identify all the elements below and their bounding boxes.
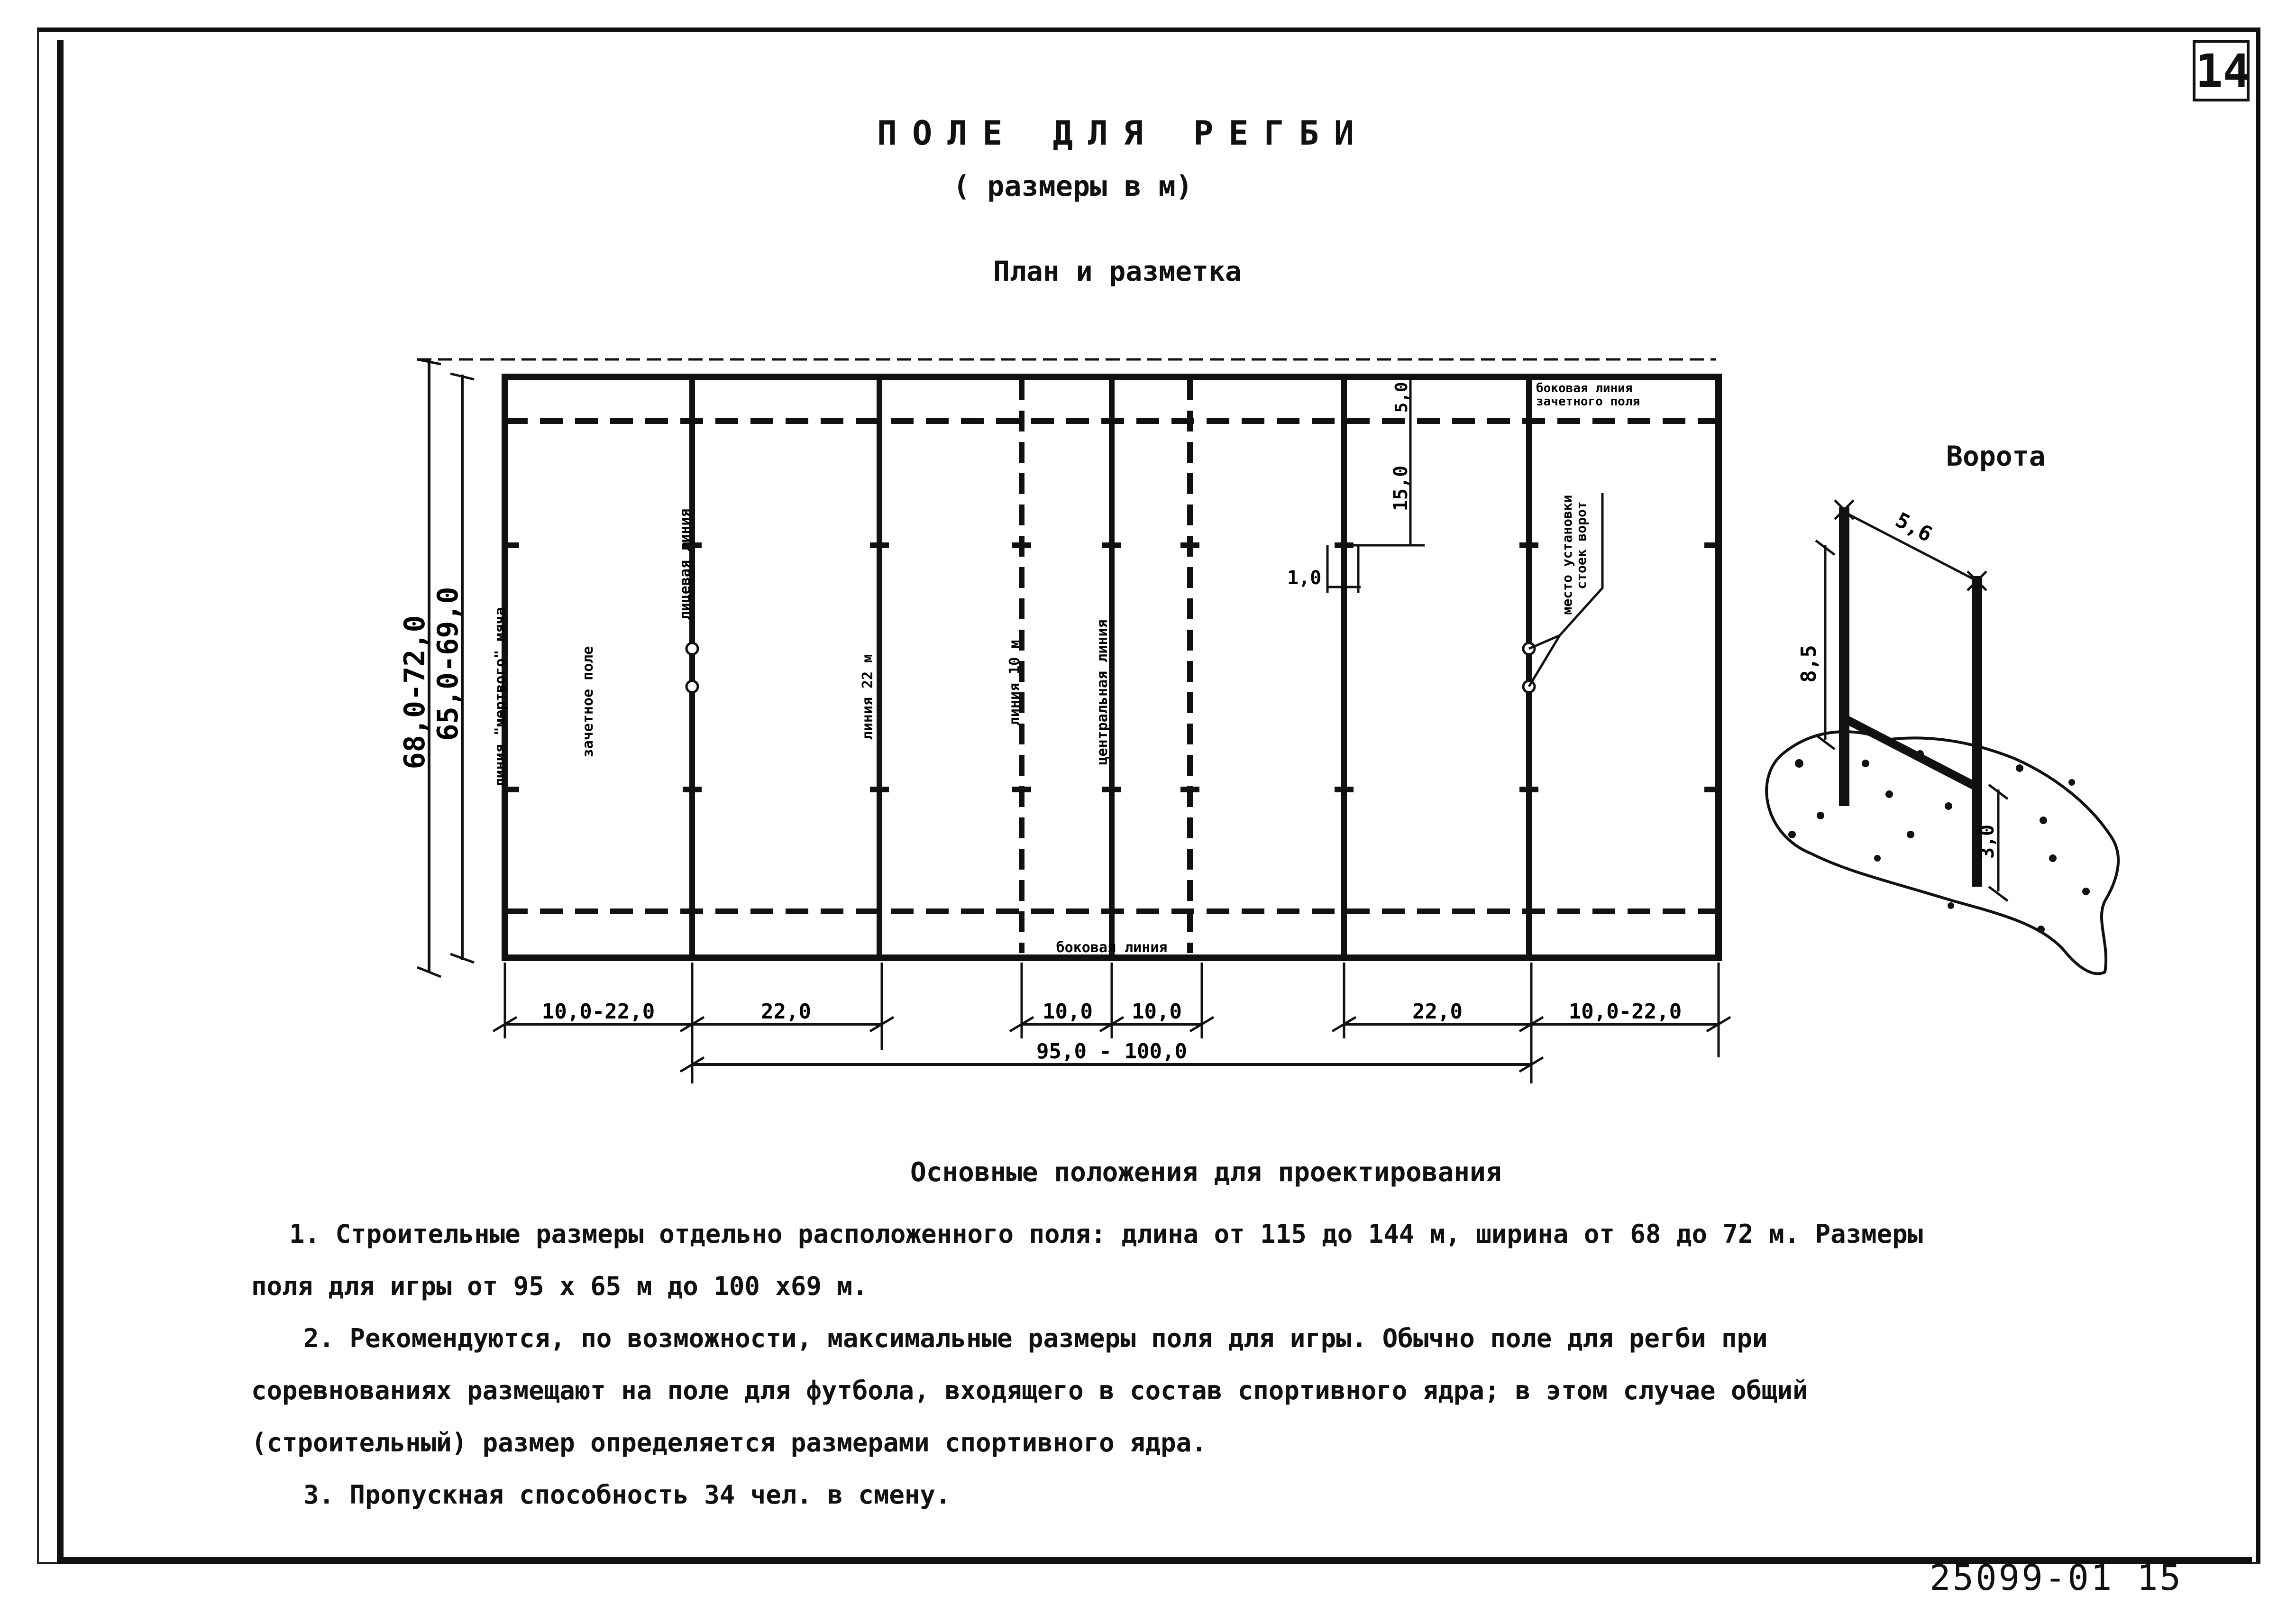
plan-title: План и разметка: [993, 255, 1242, 287]
note-2: [251, 1312, 1977, 1469]
label-line-22: линия 22 м: [860, 654, 876, 740]
notes-title: Основные положения для проектирования: [910, 1157, 1502, 1188]
dim-mark-15: 15,0: [1390, 465, 1412, 512]
note-2-text: 2. Рекомендуются, по возможности, максимальные размеры поля для игры. Обычно поле для регби при соревнованиях размещают на поле для футбола, входящего в состав спортивного ядра; в этом случае общий (строительный) размер определяется размерами спортивного ядра.: [251, 1323, 1808, 1458]
gate-width-label: 5,6: [1891, 508, 1936, 547]
sheet-number: 14: [2193, 40, 2250, 101]
dim-mark-5: 5,0: [1392, 382, 1411, 413]
ground-dots: [1788, 750, 2090, 933]
gate-height-label: 8,5: [1797, 645, 1821, 683]
dim-seg-22-right: 22,0: [1412, 1000, 1463, 1024]
dim-mark-1: 1,0: [1287, 567, 1322, 589]
goal-post-left-2: [686, 681, 698, 692]
label-touch-in-goal-2: зачетного поля: [1536, 395, 1640, 409]
dim-seg-10-left: 10,0: [1043, 1000, 1093, 1024]
gate-title: Ворота: [1946, 440, 2046, 472]
label-center-line: центральная линия: [1094, 619, 1111, 765]
dim-width-outer: 68,0-72,0: [398, 615, 431, 770]
gate-sketch: [1766, 500, 2118, 973]
label-line-10: линия 10 м: [1006, 640, 1023, 726]
label-touch-line: боковая линия: [1056, 939, 1168, 956]
label-goal-place-2: стоек ворот: [1573, 501, 1589, 589]
label-goal-line: лицевая линия: [677, 508, 694, 620]
document-code: 25099-01 15: [1930, 1558, 2183, 1598]
note-1-text: 1. Строительные размеры отдельно расположенного поля: длина от 115 до 144 м, ширина от 68 до 72 м. Размеры поля для игры от 95 х 65 м до 100 х69 м.: [251, 1219, 1923, 1301]
dim-length-total: 95,0 - 100,0: [1036, 1039, 1187, 1064]
gate-crossbar: [1844, 718, 1977, 787]
label-in-goal: зачетное поле: [580, 646, 596, 758]
gate-crossbar-label: 3,0: [1976, 824, 1998, 859]
label-dead-ball-line: линия "мертвого" мяча: [492, 607, 509, 787]
note-1: [251, 1208, 1977, 1312]
dim-seg-10-right: 10,0: [1132, 1000, 1182, 1024]
dim-seg-in-goal-right: 10,0-22,0: [1568, 1000, 1682, 1024]
dim-seg-22-left: 22,0: [761, 1000, 811, 1024]
note-3-text: 3. Пропускная способность 34 чел. в смену.: [303, 1480, 951, 1510]
goal-post-left-1: [686, 643, 698, 654]
label-touch-in-goal-1: боковая линия: [1536, 381, 1633, 395]
dim-seg-in-goal-left: 10,0-22,0: [541, 1000, 655, 1024]
note-3: [251, 1469, 1977, 1521]
page-subtitle: ( размеры в м): [953, 170, 1193, 203]
dim-width-inner: 65,0-69,0: [431, 587, 465, 741]
page-title: ПОЛЕ ДЛЯ РЕГБИ: [877, 114, 1370, 153]
label-goal-place-1: место установки: [1559, 495, 1575, 615]
